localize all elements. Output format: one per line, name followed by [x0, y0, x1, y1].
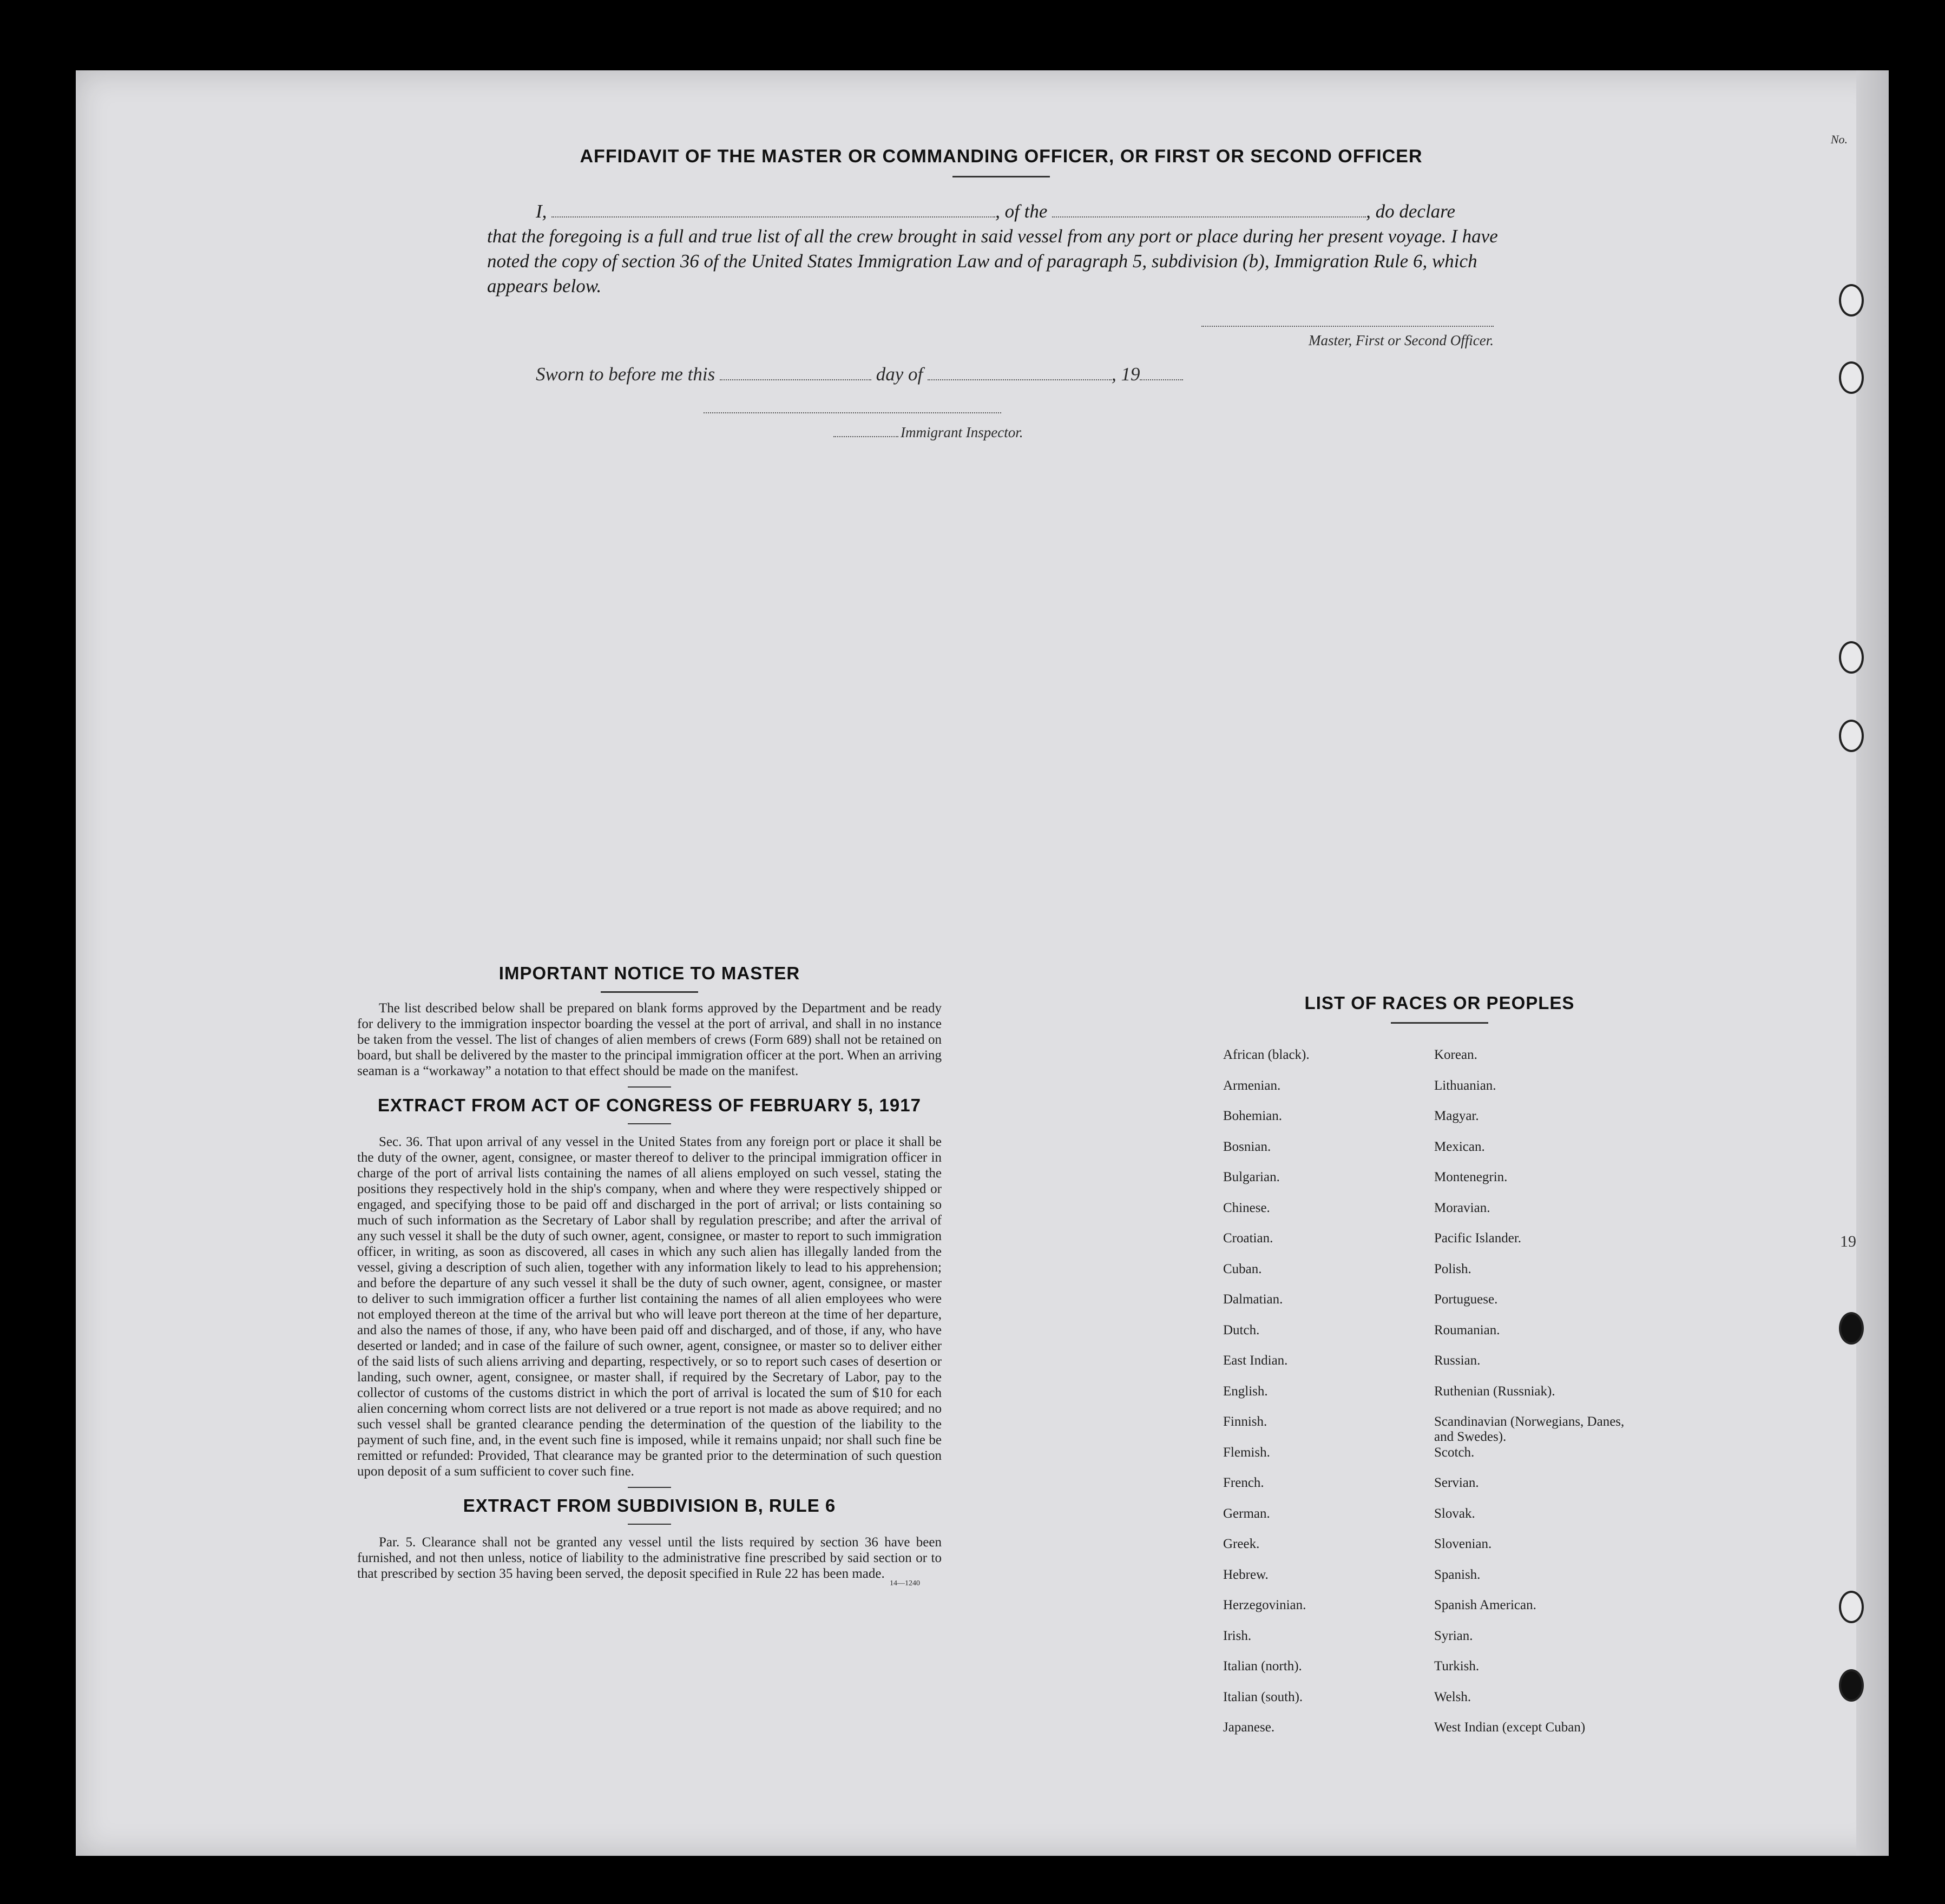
race-item: Servian.: [1434, 1475, 1479, 1490]
year-blank[interactable]: [1140, 365, 1183, 380]
inspector-signature-line[interactable]: [704, 407, 1001, 413]
race-item: Slovenian.: [1434, 1537, 1492, 1551]
punch-hole: [1839, 284, 1864, 317]
inspector-blank[interactable]: [833, 431, 898, 437]
races-column-right: [1434, 1047, 1645, 1751]
race-item: African (black).: [1223, 1047, 1310, 1062]
affidavit-body: [487, 199, 1515, 299]
margin-note: 19: [1840, 1233, 1856, 1250]
punch-hole: [1839, 1669, 1864, 1702]
master-label: Master, First or Second Officer.: [1309, 332, 1494, 348]
race-item: Magyar.: [1434, 1109, 1479, 1123]
race-item: Cuban.: [1223, 1261, 1262, 1276]
race-item: Syrian.: [1434, 1628, 1473, 1643]
race-item: Dalmatian.: [1223, 1292, 1283, 1307]
act-extract-text: Sec. 36. That upon arrival of any vessel in the United States from any foreign port or place it shall be the duty of the owner, agent, consignee, or master thereof to deliver to the principal immigration officer in charge of the port of arrival lists containing the names of all aliens employed on such vessel, stating the positions they respectively hold in the ship's company, when and where they were respectively shipped or engaged, and specifying those to be paid off and discharged in the port of arrival; or lists containing so much of such information as the Secretary of Labor shall by regulation prescribe; and after the arrival of any such vessel it shall be the duty of such owner, agent, consignee, or master to report to such immigration officer, in writing, as soon as discovered, all cases in which any such alien has illegally landed from the vessel, giving a description of such alien, together with any information likely to lead to his apprehension; and before the departure of any such vessel it shall be the duty of such owner, agent, consignee, or master to deliver to such immigration officer a further list containing the names of all alien employees who were not employed thereon at the time of the arrival but who will leave port thereon at the time of her departure, and also the names of those, if any, who have been paid off and discharged, and of those, if any, who have deserted or landed; and in case of the failure of such owner, agent, consignee, or master so to deliver either of the said lists of such aliens arriving and departing, respectively, or so to report such cases of desertion or landing, such owner, agent, consignee, or master shall, if required by the Secretary of Labor, pay to the collector of customs of the customs district in which the port of arrival is located the sum of $10 for each alien concerning whom correct lists are not delivered or a true report is not made as above required; and no such vessel shall be granted clearance pending the determination of the question of the liability to the payment of such fine, and, in the event such fine is imposed, while it remains unpaid; nor shall such fine be remitted or refunded: Provided, That clearance may be granted prior to the determination of such question upon deposit of a sum sufficient to cover such fine.: [357, 1135, 942, 1479]
race-item: Finnish.: [1223, 1414, 1267, 1429]
month-blank[interactable]: [928, 365, 1112, 380]
year-prefix: , 19: [1111, 364, 1140, 385]
race-item: Korean.: [1434, 1047, 1477, 1062]
punch-hole: [1839, 1591, 1864, 1623]
act-extract-title: EXTRACT FROM ACT OF CONGRESS OF FEBRUARY 5, 1917: [378, 1095, 921, 1115]
race-item: Japanese.: [1223, 1720, 1275, 1735]
race-item: Hebrew.: [1223, 1567, 1269, 1582]
races-column-left: [1223, 1047, 1434, 1751]
race-item: Ruthenian (Russniak).: [1434, 1383, 1555, 1399]
race-item: Bohemian.: [1223, 1109, 1283, 1123]
race-item: Greek.: [1223, 1537, 1260, 1551]
do-declare-label: , do declare: [1366, 201, 1456, 222]
notice-section: [357, 963, 942, 1588]
page-edge: [1856, 70, 1889, 1856]
of-the-label: , of the: [995, 201, 1048, 222]
races-section: [1223, 993, 1656, 1751]
notice-title: IMPORTANT NOTICE TO MASTER: [498, 963, 800, 983]
section-divider: [628, 1487, 671, 1488]
inspector-label: Immigrant Inspector.: [901, 424, 1023, 440]
notice-rule: [601, 991, 698, 993]
name-blank[interactable]: [551, 202, 995, 218]
affidavit-section: [487, 146, 1515, 441]
sworn-line: [536, 364, 1515, 385]
act-rule: [628, 1123, 671, 1124]
day-of-label: day of: [876, 364, 923, 385]
race-item: East Indian.: [1223, 1353, 1288, 1368]
declaration-line: [487, 199, 1515, 224]
race-item: Roumanian.: [1434, 1322, 1500, 1338]
race-item: West Indian (except Cuban): [1434, 1720, 1586, 1735]
race-item: Russian.: [1434, 1353, 1481, 1368]
affidavit-statement: that the foregoing is a full and true list of all the crew brought in said vessel from any port or place during her present voyage. I have noted the copy of section 36 of the United States Immigration Law and of paragraph 5, subdivision (b), Immigration Rule 6, which appears below.: [487, 226, 1498, 297]
race-item: Slovak.: [1434, 1506, 1475, 1521]
races-columns: [1223, 1047, 1656, 1751]
inspector-block: [704, 407, 1515, 441]
race-item: Montenegrin.: [1434, 1170, 1508, 1184]
race-item: Portuguese.: [1434, 1292, 1498, 1307]
punch-hole: [1839, 1312, 1864, 1345]
master-signature-block: [487, 326, 1515, 364]
race-item: Lithuanian.: [1434, 1078, 1496, 1093]
race-item: French.: [1223, 1475, 1264, 1490]
race-item: Italian (north).: [1223, 1659, 1302, 1674]
notice-text: The list described below shall be prepared on blank forms approved by the Department and be ready for delivery to the immigration inspector boarding the vessel at the port of arrival, and shall in no instance be taken from the vessel. The list of changes of alien members of crews (Form 689) shall not be retained on board, but shall be delivered by the master to the principal immigration officer at the port. When an arriving seaman is a “workaway” a notation to that effect should be made on the manifest.: [357, 1001, 942, 1078]
race-item: Irish.: [1223, 1628, 1252, 1643]
race-item: Flemish.: [1223, 1445, 1270, 1460]
affidavit-title: AFFIDAVIT OF THE MASTER OR COMMANDING OFFICER, OR FIRST OR SECOND OFFICER: [580, 146, 1423, 167]
race-item: Armenian.: [1223, 1078, 1281, 1093]
race-item: English.: [1223, 1383, 1268, 1399]
race-item: Bosnian.: [1223, 1139, 1271, 1154]
race-item: German.: [1223, 1506, 1270, 1521]
race-item: Scandinavian (Norwegians, Danes, and Swedes).: [1434, 1414, 1625, 1444]
rule-extract-title: EXTRACT FROM SUBDIVISION B, RULE 6: [463, 1495, 836, 1516]
vessel-blank[interactable]: [1052, 202, 1366, 218]
race-item: Scotch.: [1434, 1445, 1475, 1460]
title-rule: [952, 176, 1050, 177]
race-item: Bulgarian.: [1223, 1170, 1280, 1184]
section-divider: [628, 1086, 671, 1088]
race-item: Spanish American.: [1434, 1598, 1536, 1612]
sworn-label: Sworn to before me this: [536, 364, 715, 385]
race-item: Mexican.: [1434, 1139, 1485, 1154]
race-item: Italian (south).: [1223, 1689, 1303, 1704]
race-item: Dutch.: [1223, 1322, 1260, 1338]
i-label: I,: [536, 201, 547, 222]
race-item: Chinese.: [1223, 1200, 1270, 1215]
race-item: Moravian.: [1434, 1200, 1490, 1215]
race-item: Croatian.: [1223, 1231, 1273, 1246]
race-item: Welsh.: [1434, 1689, 1471, 1704]
rule-extract-text: Par. 5. Clearance shall not be granted any vessel until the lists required by section 36 have been furnished, and not then unless, notice of liability to the administrative fine prescribed by said section or to that prescribed by section 35 having been served, the deposit specified in Rule 22 has been made.: [357, 1535, 942, 1581]
print-code: 14—1240: [890, 1579, 920, 1587]
race-item: Turkish.: [1434, 1659, 1480, 1674]
race-item: Spanish.: [1434, 1567, 1481, 1582]
races-rule: [1391, 1022, 1488, 1024]
punch-hole: [1839, 720, 1864, 752]
races-title: LIST OF RACES OR PEOPLES: [1304, 993, 1575, 1013]
master-signature-line[interactable]: [1201, 326, 1494, 327]
rule-rule: [628, 1524, 671, 1525]
day-blank[interactable]: [720, 365, 871, 380]
punch-hole: [1839, 641, 1864, 674]
race-item: Polish.: [1434, 1261, 1471, 1276]
race-item: Herzegovinian.: [1223, 1598, 1306, 1612]
form-number-label: No.: [1830, 133, 1848, 146]
race-item: Pacific Islander.: [1434, 1231, 1522, 1246]
punch-hole: [1839, 361, 1864, 394]
